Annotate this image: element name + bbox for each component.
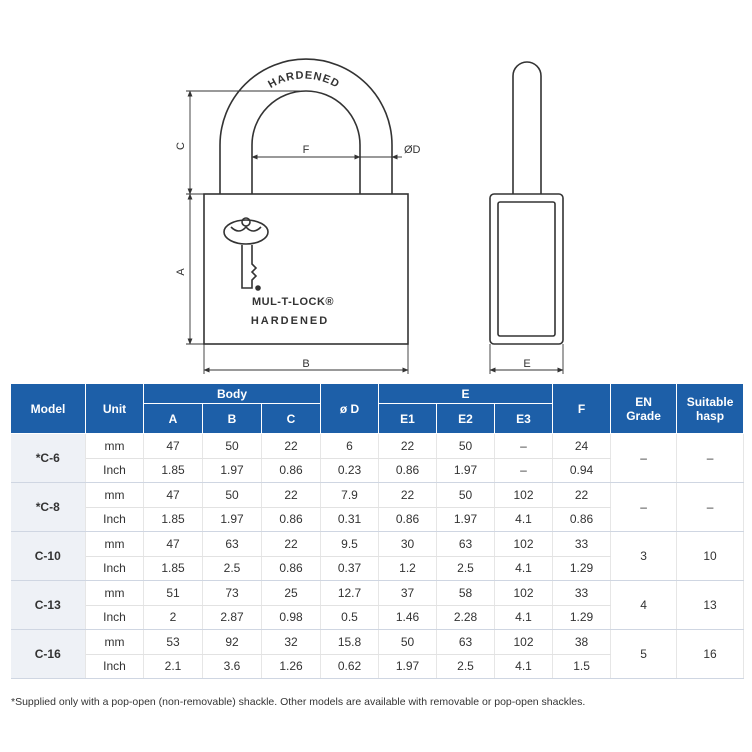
dim-c-label: C [175,142,187,150]
en-grade-cell: – [611,434,677,483]
value-cell-e2: 50 [437,483,495,508]
header-e3: E3 [495,404,553,434]
value-cell-e2: 1.97 [437,507,495,532]
value-cell-c: 0.98 [262,605,321,630]
table-row [11,532,744,557]
value-cell-e1: 0.86 [379,507,437,532]
value-cell-c: 22 [262,532,321,557]
header-suitable-hasp: Suitable hasp [677,384,744,434]
header-model: Model [11,384,86,434]
value-cell-d: 9.5 [321,532,379,557]
value-cell-b: 1.97 [203,507,262,532]
value-cell-e3: 4.1 [495,507,553,532]
header-c: C [262,404,321,434]
value-cell-e3: 102 [495,581,553,606]
unit-cell: Inch [86,654,144,679]
value-cell-c: 0.86 [262,507,321,532]
value-cell-f: 24 [553,434,611,459]
value-cell-e2: 2.28 [437,605,495,630]
value-cell-a: 1.85 [144,556,203,581]
suitable-hasp-cell: – [677,483,744,532]
en-grade-cell: 4 [611,581,677,630]
value-cell-e3: 4.1 [495,654,553,679]
value-cell-d: 15.8 [321,630,379,655]
value-cell-e3: – [495,434,553,459]
value-cell-f: 1.5 [553,654,611,679]
suitable-hasp-cell: 16 [677,630,744,679]
unit-cell: mm [86,630,144,655]
value-cell-e2: 2.5 [437,556,495,581]
value-cell-e1: 1.46 [379,605,437,630]
value-cell-e2: 2.5 [437,654,495,679]
value-cell-b: 63 [203,532,262,557]
value-cell-b: 2.5 [203,556,262,581]
en-grade-cell: 3 [611,532,677,581]
value-cell-d: 7.9 [321,483,379,508]
value-cell-e1: 30 [379,532,437,557]
unit-cell: Inch [86,556,144,581]
suitable-hasp-cell: – [677,434,744,483]
value-cell-e3: 102 [495,532,553,557]
body-text: HARDENED [250,315,330,327]
value-cell-e1: 0.86 [379,458,437,483]
unit-cell: mm [86,532,144,557]
model-cell: C-16 [11,630,86,679]
value-cell-b: 50 [203,483,262,508]
model-cell: C-13 [11,581,86,630]
value-cell-c: 22 [262,434,321,459]
value-cell-f: 1.29 [553,605,611,630]
value-cell-c: 1.26 [262,654,321,679]
value-cell-e2: 50 [437,434,495,459]
value-cell-e1: 22 [379,483,437,508]
footnote: *Supplied only with a pop-open (non-removable) shackle. Other models are available with removable or pop-open shackles. [11,696,586,708]
suitable-hasp-cell: 10 [677,532,744,581]
en-grade-cell: 5 [611,630,677,679]
header-a: A [144,404,203,434]
value-cell-e3: 102 [495,483,553,508]
value-cell-a: 1.85 [144,458,203,483]
header-b: B [203,404,262,434]
value-cell-b: 92 [203,630,262,655]
value-cell-c: 22 [262,483,321,508]
unit-cell: mm [86,434,144,459]
value-cell-e2: 1.97 [437,458,495,483]
value-cell-c: 32 [262,630,321,655]
value-cell-d: 0.37 [321,556,379,581]
value-cell-c: 25 [262,581,321,606]
value-cell-e1: 37 [379,581,437,606]
table-row [11,434,744,459]
value-cell-e2: 63 [437,630,495,655]
value-cell-d: 0.23 [321,458,379,483]
header-e: E [379,384,553,404]
unit-cell: Inch [86,458,144,483]
value-cell-b: 2.87 [203,605,262,630]
dim-e-label: E [523,358,531,370]
value-cell-e1: 1.97 [379,654,437,679]
model-cell: *C-6 [11,434,86,483]
unit-cell: Inch [86,605,144,630]
value-cell-a: 2.1 [144,654,203,679]
value-cell-a: 1.85 [144,507,203,532]
dim-b-label: B [302,358,310,370]
value-cell-a: 47 [144,483,203,508]
value-cell-a: 47 [144,434,203,459]
value-cell-d: 12.7 [321,581,379,606]
value-cell-c: 0.86 [262,458,321,483]
value-cell-e1: 1.2 [379,556,437,581]
value-cell-a: 53 [144,630,203,655]
header-en-grade: EN Grade [611,384,677,434]
dim-f-label: F [302,144,310,156]
dim-a-label: A [175,268,187,276]
unit-cell: mm [86,483,144,508]
table-row [11,581,744,606]
value-cell-f: 38 [553,630,611,655]
value-cell-e3: 4.1 [495,556,553,581]
value-cell-b: 50 [203,434,262,459]
header-e2: E2 [437,404,495,434]
value-cell-b: 3.6 [203,654,262,679]
side-view [490,62,563,344]
value-cell-f: 0.94 [553,458,611,483]
value-cell-e2: 63 [437,532,495,557]
value-cell-f: 22 [553,483,611,508]
shackle-text: HARDENED [266,69,342,91]
value-cell-b: 1.97 [203,458,262,483]
header-f: F [553,384,611,434]
value-cell-e3: 4.1 [495,605,553,630]
value-cell-a: 47 [144,532,203,557]
value-cell-c: 0.86 [262,556,321,581]
unit-cell: Inch [86,507,144,532]
model-cell: *C-8 [11,483,86,532]
value-cell-d: 6 [321,434,379,459]
model-cell: C-10 [11,532,86,581]
spec-table [10,383,744,679]
value-cell-f: 33 [553,532,611,557]
header-e1: E1 [379,404,437,434]
table-row [11,630,744,655]
value-cell-a: 51 [144,581,203,606]
unit-cell: mm [86,581,144,606]
spec-table-body [11,434,744,679]
value-cell-e1: 50 [379,630,437,655]
header-d: ø D [321,384,379,434]
header-body: Body [144,384,321,404]
value-cell-e1: 22 [379,434,437,459]
table-row [11,483,744,508]
value-cell-f: 1.29 [553,556,611,581]
value-cell-e3: – [495,458,553,483]
value-cell-b: 73 [203,581,262,606]
value-cell-f: 0.86 [553,507,611,532]
en-grade-cell: – [611,483,677,532]
value-cell-f: 33 [553,581,611,606]
dim-d-label: ØD [404,144,421,156]
value-cell-a: 2 [144,605,203,630]
value-cell-d: 0.31 [321,507,379,532]
value-cell-e3: 102 [495,630,553,655]
header-unit: Unit [86,384,144,434]
value-cell-d: 0.5 [321,605,379,630]
suitable-hasp-cell: 13 [677,581,744,630]
value-cell-d: 0.62 [321,654,379,679]
brand-text: MUL-T-LOCK® [251,296,335,308]
value-cell-e2: 58 [437,581,495,606]
